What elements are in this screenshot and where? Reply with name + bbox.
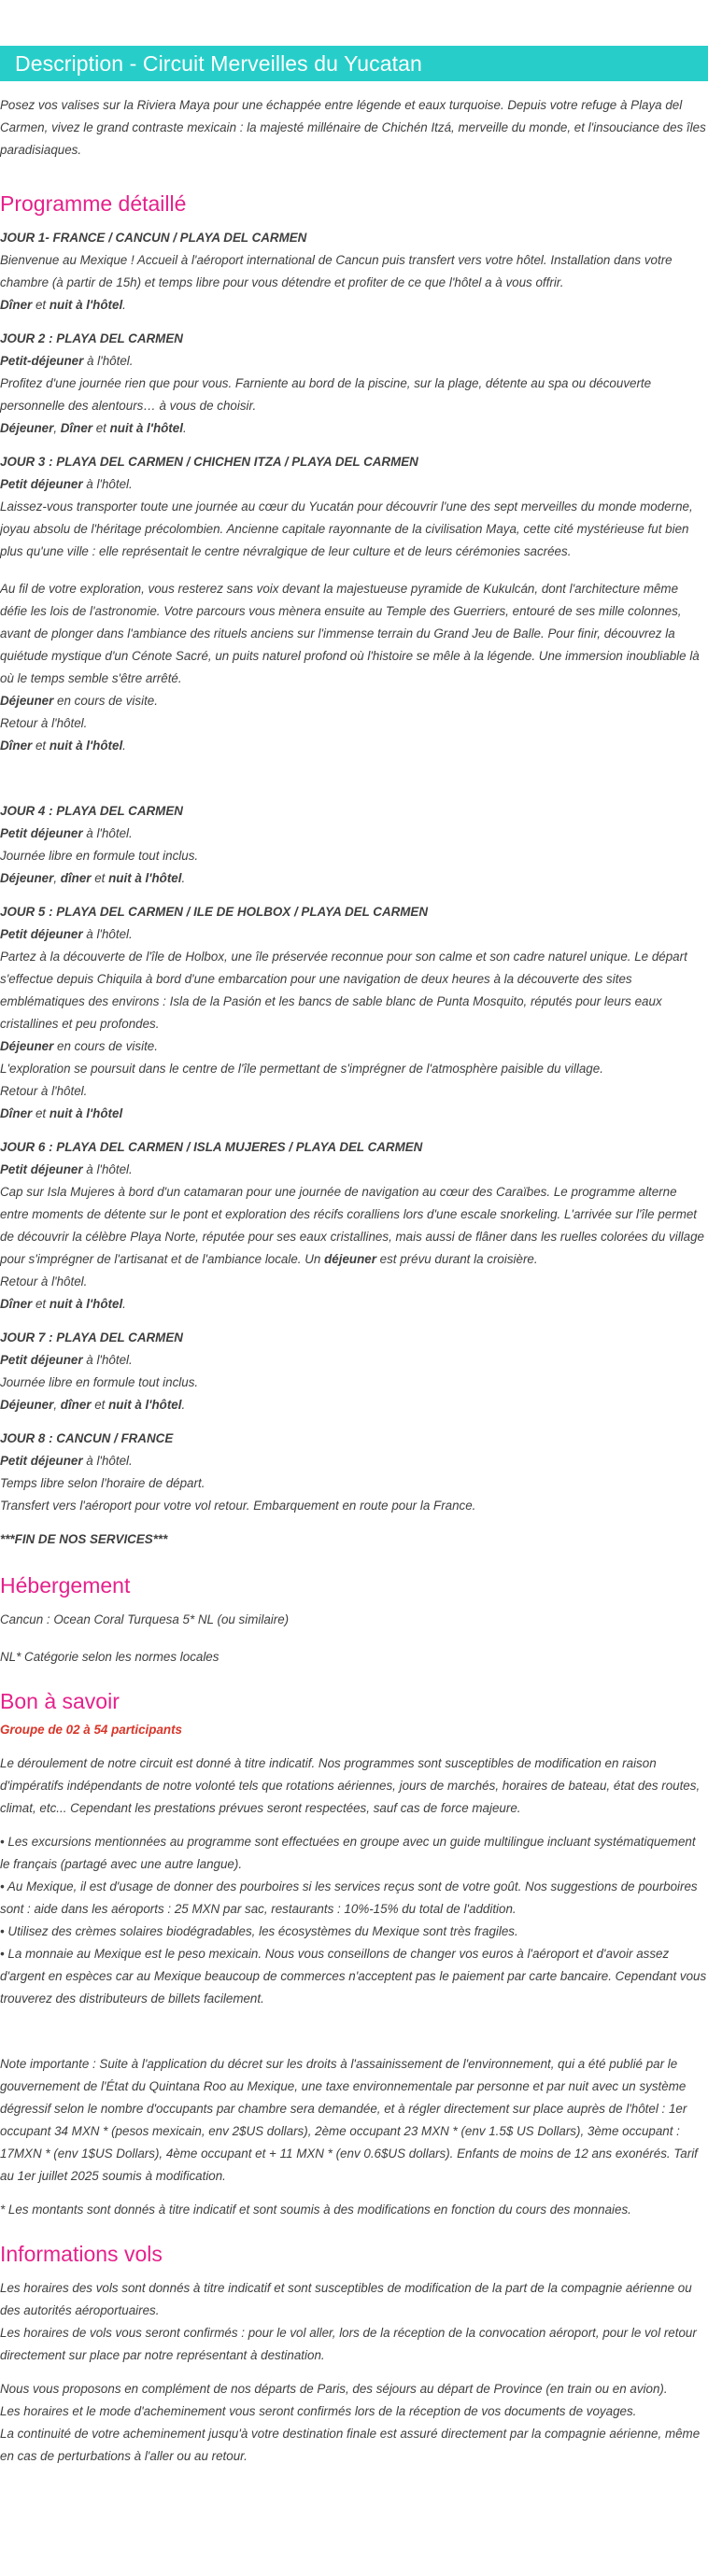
day-title: JOUR 5 : PLAYA DEL CARMEN / ILE DE HOLBOX / PLAYA DEL CARMEN	[0, 905, 429, 919]
day-text: Journée libre en formule tout inclus.	[0, 1375, 199, 1389]
day-4	[0, 800, 708, 890]
category-note: NL* Catégorie selon les normes locales	[0, 1650, 219, 1664]
disclaimer: Le déroulement de notre circuit est donné à titre indicatif. Nos programmes sont susceptibles de modification en raison d'impératifs indépendants de notre volonté tels que rotations aériennes, jours de marchés, horaires de bateau, état des routes, climat, etc... Cependant les prestations prévues seront respectées, sauf cas de force majeure.	[0, 1756, 701, 1815]
day-title: JOUR 1- FRANCE / CANCUN / PLAYA DEL CARMEN	[0, 231, 307, 245]
day-text: Profitez d'une journée rien que pour vous. Farniente au bord de la piscine, sur la plage, détente au spa ou découverte personnelle des alentours… à vous de choisir.	[0, 376, 652, 413]
day-8	[0, 1428, 708, 1517]
day-3	[0, 451, 708, 757]
day-breakfast: Petit déjeuner à l'hôtel.	[0, 1162, 133, 1176]
currency-footnote: * Les montants sont donnés à titre indicatif et sont soumis à des modifications en fonction du cours des monnaies.	[0, 2203, 631, 2217]
day-title: JOUR 2 : PLAYA DEL CARMEN	[0, 331, 183, 345]
day-text: Partez à la découverte de l'île de Holbox, une île préservée reconnue pour son calme et son cadre naturel unique. Le départ s'effectue depuis Chiquila à bord d'une embarcation pour une navigation de deux heures à la découverte des sites emblématiques des environs : Isla de la Pasión et les bancs de sable blanc de Punta Mosquito, réputés pour leurs eaux cristallines et peu profondes.	[0, 950, 687, 1031]
day-text: Laissez-vous transporter toute une journée au cœur du Yucatán pour découvrir l'une des sept merveilles du monde moderne, joyau absolu de l'héritage précolombien. Ancienne capitale rayonnante de la civilisation Maya, cette cité mystérieuse fut bien plus qu'une ville : elle représentait le centre névralgique de leur culture et de leurs cérémonies sacrées.	[0, 500, 693, 558]
hotel-name: Cancun : Ocean Coral Turquesa 5* NL (ou similaire)	[0, 1612, 290, 1626]
day-7	[0, 1327, 708, 1416]
bon-a-savoir-heading: Bon à savoir	[0, 1689, 120, 1713]
hebergement-section	[0, 1571, 708, 1668]
day-title: JOUR 6 : PLAYA DEL CARMEN / ISLA MUJERES / PLAYA DEL CARMEN	[0, 1140, 423, 1154]
day-text: Journée libre en formule tout inclus.	[0, 849, 199, 863]
page-title: Description - Circuit Merveilles du Yucatan	[15, 51, 422, 76]
page-title-band	[0, 46, 708, 81]
day-text: Bienvenue au Mexique ! Accueil à l'aéroport international de Cancun puis transfert vers votre hôtel. Installation dans votre chambre (à partir de 15h) et temps libre pour vous détendre et profiter de ce que l'hôtel a à vous offrir.	[0, 253, 673, 289]
day-lunch: Déjeuner en cours de visite.	[0, 1039, 158, 1053]
day-title: JOUR 3 : PLAYA DEL CARMEN / CHICHEN ITZA / PLAYA DEL CARMEN	[0, 455, 418, 469]
day-meals: Dîner et nuit à l'hôtel.	[0, 739, 126, 753]
day-text: Transfert vers l'aéroport pour votre vol retour. Embarquement en route pour la France.	[0, 1499, 476, 1513]
day-title: JOUR 8 : CANCUN / FRANCE	[0, 1431, 174, 1445]
list-item: • La monnaie au Mexique est le peso mexicain. Nous vous conseillons de changer vos euros à l'aéroport et d'avoir assez d'argent en espèces car au Mexique beaucoup de commerces n'acceptent pas le paiement par carte bancaire. Cependant vous trouverez des distributeurs de billets facilement.	[0, 1947, 707, 2006]
list-item: • Au Mexique, il est d'usage de donner des pourboires si les services reçus sont de votre goût. Nos suggestions de pourboires sont : aide dans les aéroports : 25 MXN par sac, restaurants : 10%-15% du total de l'addition.	[0, 1879, 698, 1916]
day-6	[0, 1136, 708, 1316]
day-meals: Dîner et nuit à l'hôtel.	[0, 298, 126, 312]
vols-section	[0, 2240, 708, 2468]
day-return: Retour à l'hôtel.	[0, 1084, 88, 1098]
hebergement-heading: Hébergement	[0, 1573, 131, 1598]
list-item: • Les excursions mentionnées au programme sont effectuées en groupe avec un guide multilingue incluant systématiquement le français (partagé avec une autre langue).	[0, 1835, 696, 1871]
end-note: ***FIN DE NOS SERVICES***	[0, 1532, 168, 1546]
programme-heading: Programme détaillé	[0, 191, 187, 216]
day-text: Temps libre selon l'horaire de départ.	[0, 1476, 205, 1490]
day-text: L'exploration se poursuit dans le centre de l'île permettant de s'imprégner de l'atmosphère paisible du village.	[0, 1062, 603, 1076]
vols-heading: Informations vols	[0, 2242, 163, 2266]
day-breakfast: Petit déjeuner à l'hôtel.	[0, 1454, 133, 1468]
tips-list	[0, 1831, 708, 2010]
vols-text: Nous vous proposons en complément de nos départs de Paris, des séjours au départ de Province (en train ou en avion).	[0, 2382, 668, 2396]
day-meals: Dîner et nuit à l'hôtel.	[0, 1297, 126, 1311]
day-title: JOUR 4 : PLAYA DEL CARMEN	[0, 804, 183, 818]
day-text: Cap sur Isla Mujeres à bord d'un catamaran pour une journée de navigation au cœur des Caraïbes. Le programme alterne entre moments de détente sur le pont et exploration des récifs coralliens lors d'une escale snorkeling. L'arrivée sur l'île permet de découvrir la célèbre Playa Norte, réputée pour ses eaux cristallines, mais aussi de flâner dans les ruelles colorées du village pour s'imprégner de l'artisanat et de l'ambiance locale. Un déjeuner est prévu durant la croisière.	[0, 1185, 704, 1266]
day-meals: Déjeuner, dîner et nuit à l'hôtel.	[0, 871, 186, 885]
vols-text: Les horaires de vols vous seront confirmés : pour le vol aller, lors de la réception de la convocation aéroport, pour le vol retour directement sur place par notre représentant à destination.	[0, 2326, 697, 2362]
day-meals: Dîner et nuit à l'hôtel	[0, 1106, 123, 1120]
day-meals: Déjeuner, Dîner et nuit à l'hôtel.	[0, 421, 187, 435]
day-breakfast: Petit déjeuner à l'hôtel.	[0, 826, 133, 840]
bon-a-savoir-section	[0, 1687, 708, 2221]
day-meals: Déjeuner, dîner et nuit à l'hôtel.	[0, 1398, 186, 1412]
day-text: Au fil de votre exploration, vous resterez sans voix devant la majestueuse pyramide de Kukulcán, dont l'architecture même défie les lois de l'astronomie. Votre parcours vous mènera ensuite au Temple des Guerriers, entouré de ses mille colonnes, avant de plonger dans l'ambiance des rituels anciens sur l'immense terrain du Grand Jeu de Balle. Pour finir, découvrez la quiétude mystique d'un Cénote Sacré, un puits naturel profond où l'histoire se mêle à la légende. Une immersion inoubliable là où le temps semble s'être arrêté.	[0, 582, 700, 685]
day-breakfast: Petit déjeuner à l'hôtel.	[0, 1353, 133, 1367]
page	[0, 46, 708, 2486]
day-breakfast: Petit-déjeuner à l'hôtel.	[0, 354, 134, 368]
day-breakfast: Petit déjeuner à l'hôtel.	[0, 927, 133, 941]
group-size: Groupe de 02 à 54 participants	[0, 1723, 182, 1737]
day-title: JOUR 7 : PLAYA DEL CARMEN	[0, 1330, 183, 1344]
programme-section	[0, 190, 708, 1551]
vols-text: Les horaires et le mode d'acheminement vous seront confirmés lors de la réception de vos documents de voyages.	[0, 2404, 637, 2418]
day-5	[0, 901, 708, 1125]
intro-text: Posez vos valises sur la Riviera Maya pour une échappée entre légende et eaux turquoise. Depuis votre refuge à Playa del Carmen, vivez le grand contraste mexicain : la majesté millénaire de Chichén Itzá, merveille du monde, et l'insouciance des îles paradisiaques.	[0, 98, 706, 157]
vols-text: La continuité de votre acheminement jusqu'à votre destination finale est assuré directement par la compagnie aérienne, même en cas de perturbations à l'aller ou au retour.	[0, 2427, 701, 2463]
day-breakfast: Petit déjeuner à l'hôtel.	[0, 477, 133, 491]
day-2	[0, 328, 708, 440]
list-item: • Utilisez des crèmes solaires biodégradables, les écosystèmes du Mexique sont très fragiles.	[0, 1924, 518, 1938]
day-1	[0, 227, 708, 317]
vols-text: Les horaires des vols sont donnés à titre indicatif et sont susceptibles de modification de la part de la compagnie aérienne ou des autorités aéroportuaires.	[0, 2281, 692, 2317]
day-return: Retour à l'hôtel.	[0, 1274, 88, 1288]
day-return: Retour à l'hôtel.	[0, 716, 88, 730]
important-note: Note importante : Suite à l'application du décret sur les droits à l'assainissement de l'environnement, qui a été publié par le gouvernement de l'État du Quintana Roo au Mexique, une taxe environnementale par personne et par nuit avec un système dégressif selon le nombre d'occupants par chambre sera demandée, et à régler directement sur place auprès de l'hôtel : 1er occupant 34 MXN * (pesos mexicain, env 2$US dollars), 2ème occupant 23 MXN * (env 1.5$ US Dollars), 3ème occupant : 17MXN * (env 1$US Dollars), 4ème occupant et + 11 MXN * (env 0.6$US dollars). Enfants de moins de 12 ans exonérés. Tarif au 1er juillet 2025 soumis à modification.	[0, 2057, 698, 2183]
day-lunch: Déjeuner en cours de visite.	[0, 694, 158, 708]
